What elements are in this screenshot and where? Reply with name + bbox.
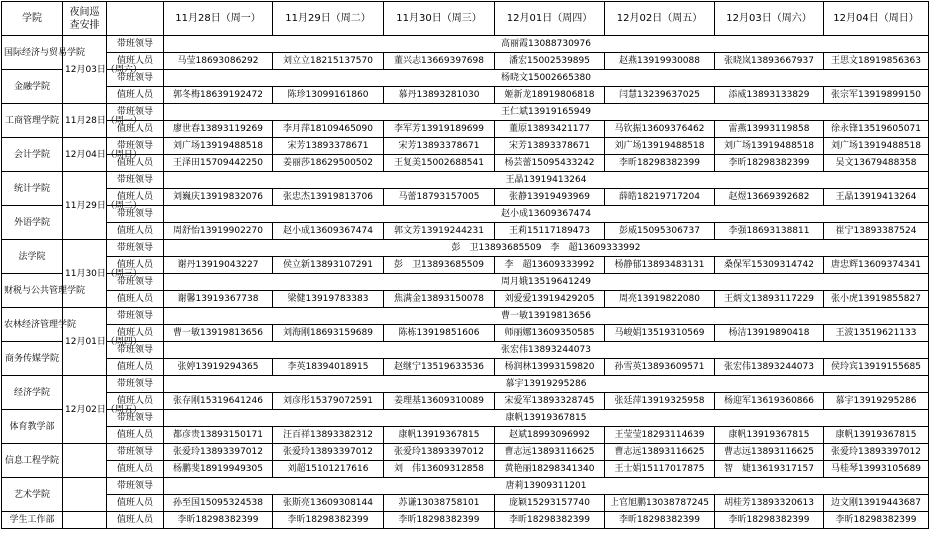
duty-row bbox=[2, 121, 929, 138]
duty-row bbox=[2, 461, 929, 478]
school-name: 工商管理学院 bbox=[2, 104, 63, 138]
duty-row bbox=[2, 427, 929, 444]
duty-cell: 陈珍13099161860 bbox=[273, 87, 384, 104]
duty-cell: 赵燕13919930088 bbox=[605, 53, 715, 70]
duty-cell: 廖世春13893119269 bbox=[164, 121, 273, 138]
duty-cell: 潘宏15002539895 bbox=[495, 53, 605, 70]
duty-cell: 桑保军15309314742 bbox=[715, 257, 824, 274]
role-leader: 带班领导 bbox=[107, 410, 164, 427]
duty-cell: 王莹莹18293114639 bbox=[605, 427, 715, 444]
duty-cell: 宋爱军13893328745 bbox=[495, 393, 605, 410]
duty-cell: 彭 卫13893685509 bbox=[384, 257, 495, 274]
leader-cell: 刘广场13919488518 bbox=[824, 138, 929, 155]
role-leader: 带班领导 bbox=[107, 274, 164, 291]
duty-cell: 崔宁13893387524 bbox=[824, 223, 929, 240]
duty-row bbox=[2, 223, 929, 240]
header-inspect: 夜间巡查安排 bbox=[63, 2, 107, 36]
leader-cell: 刘广场13919488518 bbox=[164, 138, 273, 155]
duty-cell: 刘立立18215137570 bbox=[273, 53, 384, 70]
duty-cell: 王莉15117189473 bbox=[495, 223, 605, 240]
duty-cell: 董兴志13669397698 bbox=[384, 53, 495, 70]
leader-cell: 张爱玲13893397012 bbox=[164, 444, 273, 461]
leader-cell: 周月娥13519641249 bbox=[164, 274, 929, 291]
leader-row bbox=[2, 138, 929, 155]
duty-cell: 郭冬梅18639192472 bbox=[164, 87, 273, 104]
role-duty: 值班人员 bbox=[107, 512, 164, 529]
duty-cell: 王波13519621133 bbox=[824, 325, 929, 342]
leader-row bbox=[2, 274, 929, 291]
duty-cell: 李昕18298382399 bbox=[605, 155, 715, 172]
duty-cell: 马桂琴13993105689 bbox=[824, 461, 929, 478]
school-name: 商务传媒学院 bbox=[2, 342, 63, 376]
leader-row bbox=[2, 206, 929, 223]
header-day-6: 12月04日（周日） bbox=[824, 2, 929, 36]
duty-cell: 刘海刚18693159689 bbox=[273, 325, 384, 342]
duty-cell: 添威13893133829 bbox=[715, 87, 824, 104]
school-name: 统计学院 bbox=[2, 172, 63, 206]
duty-row bbox=[2, 512, 929, 529]
duty-cell: 杨静郁13893483131 bbox=[605, 257, 715, 274]
inspect-empty bbox=[63, 512, 107, 529]
role-duty: 值班人员 bbox=[107, 121, 164, 138]
leader-row bbox=[2, 410, 929, 427]
duty-cell: 李昕18298382399 bbox=[384, 512, 495, 529]
duty-cell: 康帆13919367815 bbox=[384, 427, 495, 444]
duty-cell: 孙雪英13893609571 bbox=[605, 359, 715, 376]
duty-cell: 慕丹13893281030 bbox=[384, 87, 495, 104]
duty-cell: 董原13893421177 bbox=[495, 121, 605, 138]
leader-cell: 宋芳13893378671 bbox=[384, 138, 495, 155]
inspect-date: 11月30日（周三） bbox=[63, 240, 107, 308]
duty-cell: 慕宇13919295286 bbox=[824, 393, 929, 410]
leader-cell: 刘广场13919488518 bbox=[715, 138, 824, 155]
duty-cell: 上官旭鹏13038787245 bbox=[605, 495, 715, 512]
duty-row bbox=[2, 393, 929, 410]
duty-cell: 庞颖15293157740 bbox=[495, 495, 605, 512]
duty-row bbox=[2, 155, 929, 172]
duty-cell: 马钦振13609376462 bbox=[605, 121, 715, 138]
header-role bbox=[107, 2, 164, 36]
leader-cell: 赵小成13609367474 bbox=[164, 206, 929, 223]
leader-cell: 刘广场13919488518 bbox=[605, 138, 715, 155]
duty-cell: 姬新龙18919806818 bbox=[495, 87, 605, 104]
role-duty: 值班人员 bbox=[107, 87, 164, 104]
duty-cell: 李昕18298382399 bbox=[715, 155, 824, 172]
duty-cell: 赵斌18993096992 bbox=[495, 427, 605, 444]
duty-cell: 王士娟15117017875 bbox=[605, 461, 715, 478]
duty-row bbox=[2, 359, 929, 376]
duty-cell: 智 婕13619317157 bbox=[715, 461, 824, 478]
role-leader: 带班领导 bbox=[107, 206, 164, 223]
leader-row bbox=[2, 104, 929, 121]
header-day-3: 12月01日（周四） bbox=[495, 2, 605, 36]
role-leader: 带班领导 bbox=[107, 240, 164, 257]
leader-cell: 杨晓文15002665380 bbox=[164, 70, 929, 87]
duty-cell: 焦满金13893150078 bbox=[384, 291, 495, 308]
school-name: 金融学院 bbox=[2, 70, 63, 104]
duty-cell: 张宏伟13893244073 bbox=[715, 359, 824, 376]
leader-cell: 张宏伟13893244073 bbox=[164, 342, 929, 359]
inspect-date: 12月02日（周五） bbox=[63, 376, 107, 444]
role-duty: 值班人员 bbox=[107, 325, 164, 342]
leader-cell: 王晶13919413264 bbox=[164, 172, 929, 189]
leader-cell: 高丽霞13088730976 bbox=[164, 36, 929, 53]
header-day-2: 11月30日（周三） bbox=[384, 2, 495, 36]
duty-cell: 梁健13919783383 bbox=[273, 291, 384, 308]
inspect-date: 11月29日（周二） bbox=[63, 172, 107, 240]
duty-cell: 杨迎军13619360866 bbox=[715, 393, 824, 410]
duty-cell: 张静13919493969 bbox=[495, 189, 605, 206]
school-name: 学生工作部 bbox=[2, 512, 63, 529]
header-day-1: 11月29日（周二） bbox=[273, 2, 384, 36]
header-day-0: 11月28日（周一） bbox=[164, 2, 273, 36]
duty-cell: 张婷13919294365 bbox=[164, 359, 273, 376]
school-name: 经济学院 bbox=[2, 376, 63, 410]
duty-cell: 都彦贵13893150171 bbox=[164, 427, 273, 444]
duty-cell: 谢丹13919043227 bbox=[164, 257, 273, 274]
duty-cell: 周亮13919822080 bbox=[605, 291, 715, 308]
role-leader: 带班领导 bbox=[107, 172, 164, 189]
duty-cell: 姜丽莎18629500502 bbox=[273, 155, 384, 172]
header-row bbox=[2, 2, 929, 36]
duty-cell: 李昕18298382399 bbox=[495, 512, 605, 529]
duty-cell: 边文刚13919443687 bbox=[824, 495, 929, 512]
leader-cell: 曹志远13893116625 bbox=[495, 444, 605, 461]
duty-cell: 张存刚15319641246 bbox=[164, 393, 273, 410]
duty-cell: 黄艳丽18298341340 bbox=[495, 461, 605, 478]
duty-cell: 马莹18693086292 bbox=[164, 53, 273, 70]
leader-row bbox=[2, 308, 929, 325]
duty-cell: 谢馨13919367738 bbox=[164, 291, 273, 308]
duty-cell: 唐忠辉13609374341 bbox=[824, 257, 929, 274]
duty-cell: 李昕18298382399 bbox=[273, 512, 384, 529]
duty-cell: 刘彦彤15379072591 bbox=[273, 393, 384, 410]
duty-cell: 王复美15002688541 bbox=[384, 155, 495, 172]
leader-row bbox=[2, 342, 929, 359]
role-duty: 值班人员 bbox=[107, 189, 164, 206]
leader-cell: 宋芳13893378671 bbox=[495, 138, 605, 155]
leader-cell: 张爱玲13893397012 bbox=[273, 444, 384, 461]
duty-cell: 张廷萍13919325958 bbox=[605, 393, 715, 410]
role-duty: 值班人员 bbox=[107, 461, 164, 478]
leader-cell: 曹一敏13919813656 bbox=[164, 308, 929, 325]
role-leader: 带班领导 bbox=[107, 308, 164, 325]
schedule-table bbox=[1, 1, 929, 529]
leader-cell: 张爱玲13893397012 bbox=[824, 444, 929, 461]
duty-cell: 康帆13919367815 bbox=[824, 427, 929, 444]
header-day-4: 12月02日（周五） bbox=[605, 2, 715, 36]
duty-cell: 张斯亮13609308144 bbox=[273, 495, 384, 512]
duty-cell: 彭威15095306737 bbox=[605, 223, 715, 240]
leader-cell: 唐莉13909311201 bbox=[164, 478, 929, 495]
duty-cell: 李 超13609333992 bbox=[495, 257, 605, 274]
school-name: 信息工程学院 bbox=[2, 444, 63, 478]
school-name: 体育教学部 bbox=[2, 410, 63, 444]
duty-cell: 王炳文13893117229 bbox=[715, 291, 824, 308]
role-duty: 值班人员 bbox=[107, 53, 164, 70]
header-day-5: 12月03日（周六） bbox=[715, 2, 824, 36]
duty-cell: 吴文13679488358 bbox=[824, 155, 929, 172]
role-duty: 值班人员 bbox=[107, 393, 164, 410]
duty-cell: 薛皓18219717204 bbox=[605, 189, 715, 206]
duty-cell: 雷燕13993119858 bbox=[715, 121, 824, 138]
duty-cell: 李昕18298382399 bbox=[715, 512, 824, 529]
duty-cell: 康帆13919367815 bbox=[715, 427, 824, 444]
leader-cell: 王仁斌13919165949 bbox=[164, 104, 929, 121]
role-leader: 带班领导 bbox=[107, 104, 164, 121]
leader-row bbox=[2, 444, 929, 461]
duty-cell: 侯玲宾13919155685 bbox=[824, 359, 929, 376]
duty-cell: 马蕾18793157005 bbox=[384, 189, 495, 206]
duty-cell: 李强18693138811 bbox=[715, 223, 824, 240]
leader-row bbox=[2, 240, 929, 257]
duty-cell: 侯立新13893107291 bbox=[273, 257, 384, 274]
duty-row bbox=[2, 53, 929, 70]
duty-cell: 杨润林13993159820 bbox=[495, 359, 605, 376]
duty-cell: 李月萍18109465090 bbox=[273, 121, 384, 138]
duty-cell: 赵小成13609367474 bbox=[273, 223, 384, 240]
role-leader: 带班领导 bbox=[107, 478, 164, 495]
duty-row bbox=[2, 257, 929, 274]
role-leader: 带班领导 bbox=[107, 138, 164, 155]
school-name: 外语学院 bbox=[2, 206, 63, 240]
duty-cell: 杨芸蕾15095433242 bbox=[495, 155, 605, 172]
duty-cell: 李昕18298382399 bbox=[164, 512, 273, 529]
duty-cell: 杨洁13919890418 bbox=[715, 325, 824, 342]
role-duty: 值班人员 bbox=[107, 291, 164, 308]
leader-cell: 慕宇13919295286 bbox=[164, 376, 929, 393]
role-duty: 值班人员 bbox=[107, 223, 164, 240]
role-leader: 带班领导 bbox=[107, 342, 164, 359]
duty-cell: 王晶13919413264 bbox=[824, 189, 929, 206]
duty-cell: 胡桂芳13893320613 bbox=[715, 495, 824, 512]
leader-row bbox=[2, 172, 929, 189]
duty-cell: 赵继宁13519633536 bbox=[384, 359, 495, 376]
role-leader: 带班领导 bbox=[107, 376, 164, 393]
duty-cell: 李军芳13919189699 bbox=[384, 121, 495, 138]
duty-row bbox=[2, 87, 929, 104]
inspect-date: 12月03日（周六） bbox=[63, 36, 107, 104]
duty-cell: 张忠杰13919813706 bbox=[273, 189, 384, 206]
leader-cell: 张爱玲13893397012 bbox=[384, 444, 495, 461]
duty-cell: 刘巍庆13919832076 bbox=[164, 189, 273, 206]
school-name: 艺术学院 bbox=[2, 478, 63, 512]
leader-cell: 康帆13919367815 bbox=[164, 410, 929, 427]
duty-cell: 陈栋13919851606 bbox=[384, 325, 495, 342]
role-duty: 值班人员 bbox=[107, 155, 164, 172]
school-name: 会计学院 bbox=[2, 138, 63, 172]
leader-cell: 曹志远13893116625 bbox=[715, 444, 824, 461]
duty-cell: 郭文芳13919244231 bbox=[384, 223, 495, 240]
duty-cell: 徐永锋13519605071 bbox=[824, 121, 929, 138]
duty-cell: 王思文18919856363 bbox=[824, 53, 929, 70]
duty-cell: 孙至国15095324538 bbox=[164, 495, 273, 512]
inspect-empty bbox=[63, 478, 107, 512]
duty-cell: 闫慧13239637025 bbox=[605, 87, 715, 104]
duty-cell: 姜理基13609310089 bbox=[384, 393, 495, 410]
duty-cell: 张宗军13919899150 bbox=[824, 87, 929, 104]
duty-cell: 赵煜13669392682 bbox=[715, 189, 824, 206]
duty-cell: 汪百祥13893382312 bbox=[273, 427, 384, 444]
leader-row bbox=[2, 478, 929, 495]
inspect-date: 12月01日（周四） bbox=[63, 308, 107, 376]
duty-cell: 杨鹏斐18919949305 bbox=[164, 461, 273, 478]
role-duty: 值班人员 bbox=[107, 257, 164, 274]
duty-cell: 马峻娟13519310569 bbox=[605, 325, 715, 342]
school-name: 财税与公共管理学院 bbox=[2, 274, 63, 308]
inspect-empty bbox=[63, 444, 107, 478]
leader-cell: 宋芳13893378671 bbox=[273, 138, 384, 155]
leader-row bbox=[2, 36, 929, 53]
duty-row bbox=[2, 495, 929, 512]
role-duty: 值班人员 bbox=[107, 359, 164, 376]
role-duty: 值班人员 bbox=[107, 427, 164, 444]
leader-row bbox=[2, 70, 929, 87]
duty-cell: 刘 伟13609312858 bbox=[384, 461, 495, 478]
duty-cell: 刘超15101217616 bbox=[273, 461, 384, 478]
school-name: 国际经济与贸易学院 bbox=[2, 36, 63, 70]
duty-cell: 李昕18298382399 bbox=[824, 512, 929, 529]
duty-cell: 刘爱爱13919429205 bbox=[495, 291, 605, 308]
leader-cell: 曹志远13893116625 bbox=[605, 444, 715, 461]
duty-row bbox=[2, 325, 929, 342]
duty-cell: 张小虎13919855827 bbox=[824, 291, 929, 308]
duty-cell: 王泽田15709442250 bbox=[164, 155, 273, 172]
role-duty: 值班人员 bbox=[107, 495, 164, 512]
inspect-date: 12月04日（周日） bbox=[63, 138, 107, 172]
role-leader: 带班领导 bbox=[107, 36, 164, 53]
duty-cell: 曹一敏13919813656 bbox=[164, 325, 273, 342]
leader-cell: 彭 卫13893685509 李 超13609333992 bbox=[164, 240, 929, 257]
duty-cell: 李昕18298382399 bbox=[605, 512, 715, 529]
duty-cell: 李英18394018915 bbox=[273, 359, 384, 376]
role-leader: 带班领导 bbox=[107, 70, 164, 87]
inspect-date: 11月28日（周一） bbox=[63, 104, 107, 138]
header-school: 学院 bbox=[2, 2, 63, 36]
school-name: 农林经济管理学院 bbox=[2, 308, 63, 342]
duty-row bbox=[2, 189, 929, 206]
duty-cell: 张晓岚13893667937 bbox=[715, 53, 824, 70]
leader-row bbox=[2, 376, 929, 393]
school-name: 法学院 bbox=[2, 240, 63, 274]
duty-cell: 师丽娜13609350585 bbox=[495, 325, 605, 342]
duty-cell: 周舒怡13919902270 bbox=[164, 223, 273, 240]
role-leader: 带班领导 bbox=[107, 444, 164, 461]
duty-row bbox=[2, 291, 929, 308]
duty-cell: 苏谦13038758101 bbox=[384, 495, 495, 512]
